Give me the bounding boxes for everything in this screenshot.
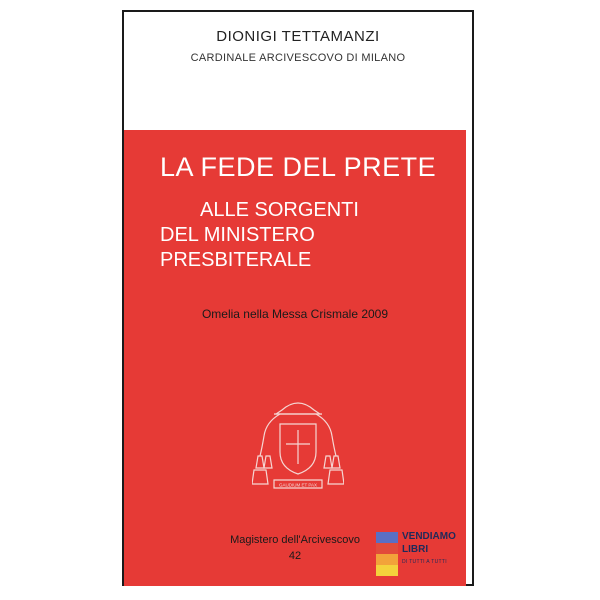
- subtitle-line-2: DEL MINISTERO PRESBITERALE: [160, 224, 315, 271]
- subtitle-line-1: ALLE SORGENTI: [200, 199, 359, 221]
- series-number: 42: [288, 550, 302, 562]
- book-cover: [122, 10, 474, 586]
- homily-caption: Omelia nella Messa Crismale 2009: [201, 307, 389, 321]
- flag-stripes-icon: [376, 532, 398, 576]
- watermark-line-2: LIBRI: [402, 544, 429, 555]
- crest-motto: GAUDIUM ET PAX: [278, 482, 318, 488]
- watermark-line-3: DI TUTTI A TUTTI: [402, 559, 447, 565]
- watermark-logo: [376, 530, 456, 584]
- book-subtitle: [160, 198, 460, 273]
- author-role: CARDINALE ARCIVESCOVO DI MILANO: [190, 52, 406, 64]
- red-panel: [124, 130, 466, 586]
- author-name: DIONIGI TETTAMANZI: [216, 28, 380, 45]
- series-name: Magistero dell'Arcivescovo: [230, 534, 360, 546]
- watermark-line-1: VENDIAMO: [402, 531, 456, 542]
- cardinal-crest-icon: [252, 392, 344, 496]
- book-title: LA FEDE DEL PRETE: [160, 152, 437, 182]
